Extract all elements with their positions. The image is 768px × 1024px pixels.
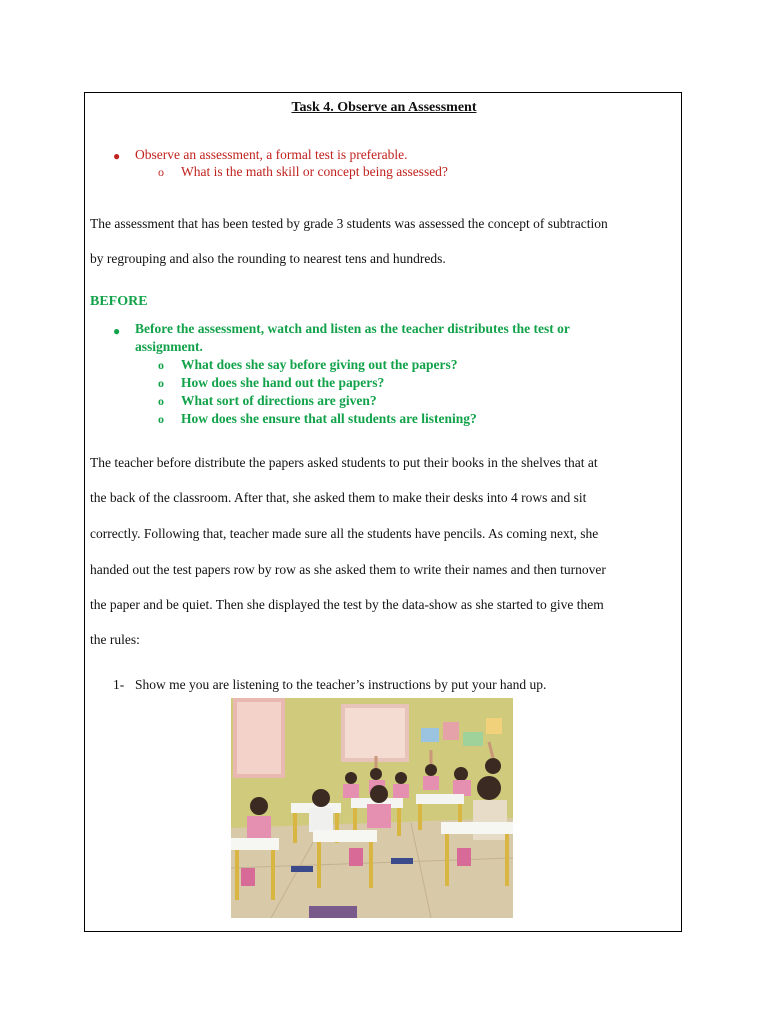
answer2-line: the back of the classroom. After that, she asked them to make their desks into 4 rows and sit [90, 490, 587, 505]
answer2-line: The teacher before distribute the papers asked students to put their books in the shelves that at [90, 455, 598, 470]
answer2-line: the rules: [90, 632, 140, 647]
sub-bullet-circle: o [158, 358, 164, 372]
rule1-text: Show me you are listening to the teacher’s instructions by put your hand up. [135, 677, 547, 692]
answer2-line: handed out the test papers row by row as she asked them to write their names and then turnover [90, 562, 606, 577]
sub-bullet-circle: o [158, 376, 164, 390]
sub-bullet-circle: o [158, 412, 164, 426]
answer1-line: by regrouping and also the rounding to nearest tens and hundreds. [90, 251, 446, 266]
answer2-line: the paper and be quiet. Then she displayed the test by the data-show as she started to give them [90, 597, 604, 612]
bullet-dot: ● [113, 149, 121, 163]
answer1-line: The assessment that has been tested by grade 3 students was assessed the concept of subtraction [90, 216, 608, 231]
intro-sub: What is the math skill or concept being assessed? [181, 164, 448, 179]
bullet-dot: ● [113, 324, 121, 338]
before-bullet-line2: assignment. [135, 339, 203, 354]
before-sub: How does she ensure that all students are listening? [181, 411, 477, 426]
before-heading: BEFORE [90, 294, 148, 309]
before-bullet-line1: Before the assessment, watch and listen as the teacher distributes the test or [135, 321, 570, 336]
rule1-number: 1- [113, 677, 125, 692]
before-sub: What sort of directions are given? [181, 393, 377, 408]
before-sub: What does she say before giving out the papers? [181, 357, 458, 372]
intro-bullet: Observe an assessment, a formal test is preferable. [135, 147, 408, 162]
sub-bullet-circle: o [158, 165, 164, 179]
task-title: Task 4. Observe an Assessment [291, 100, 477, 115]
sub-bullet-circle: o [158, 394, 164, 408]
classroom-photo [231, 698, 513, 918]
answer2-line: correctly. Following that, teacher made sure all the students have pencils. As coming next, she [90, 526, 599, 541]
before-sub: How does she hand out the papers? [181, 375, 385, 390]
